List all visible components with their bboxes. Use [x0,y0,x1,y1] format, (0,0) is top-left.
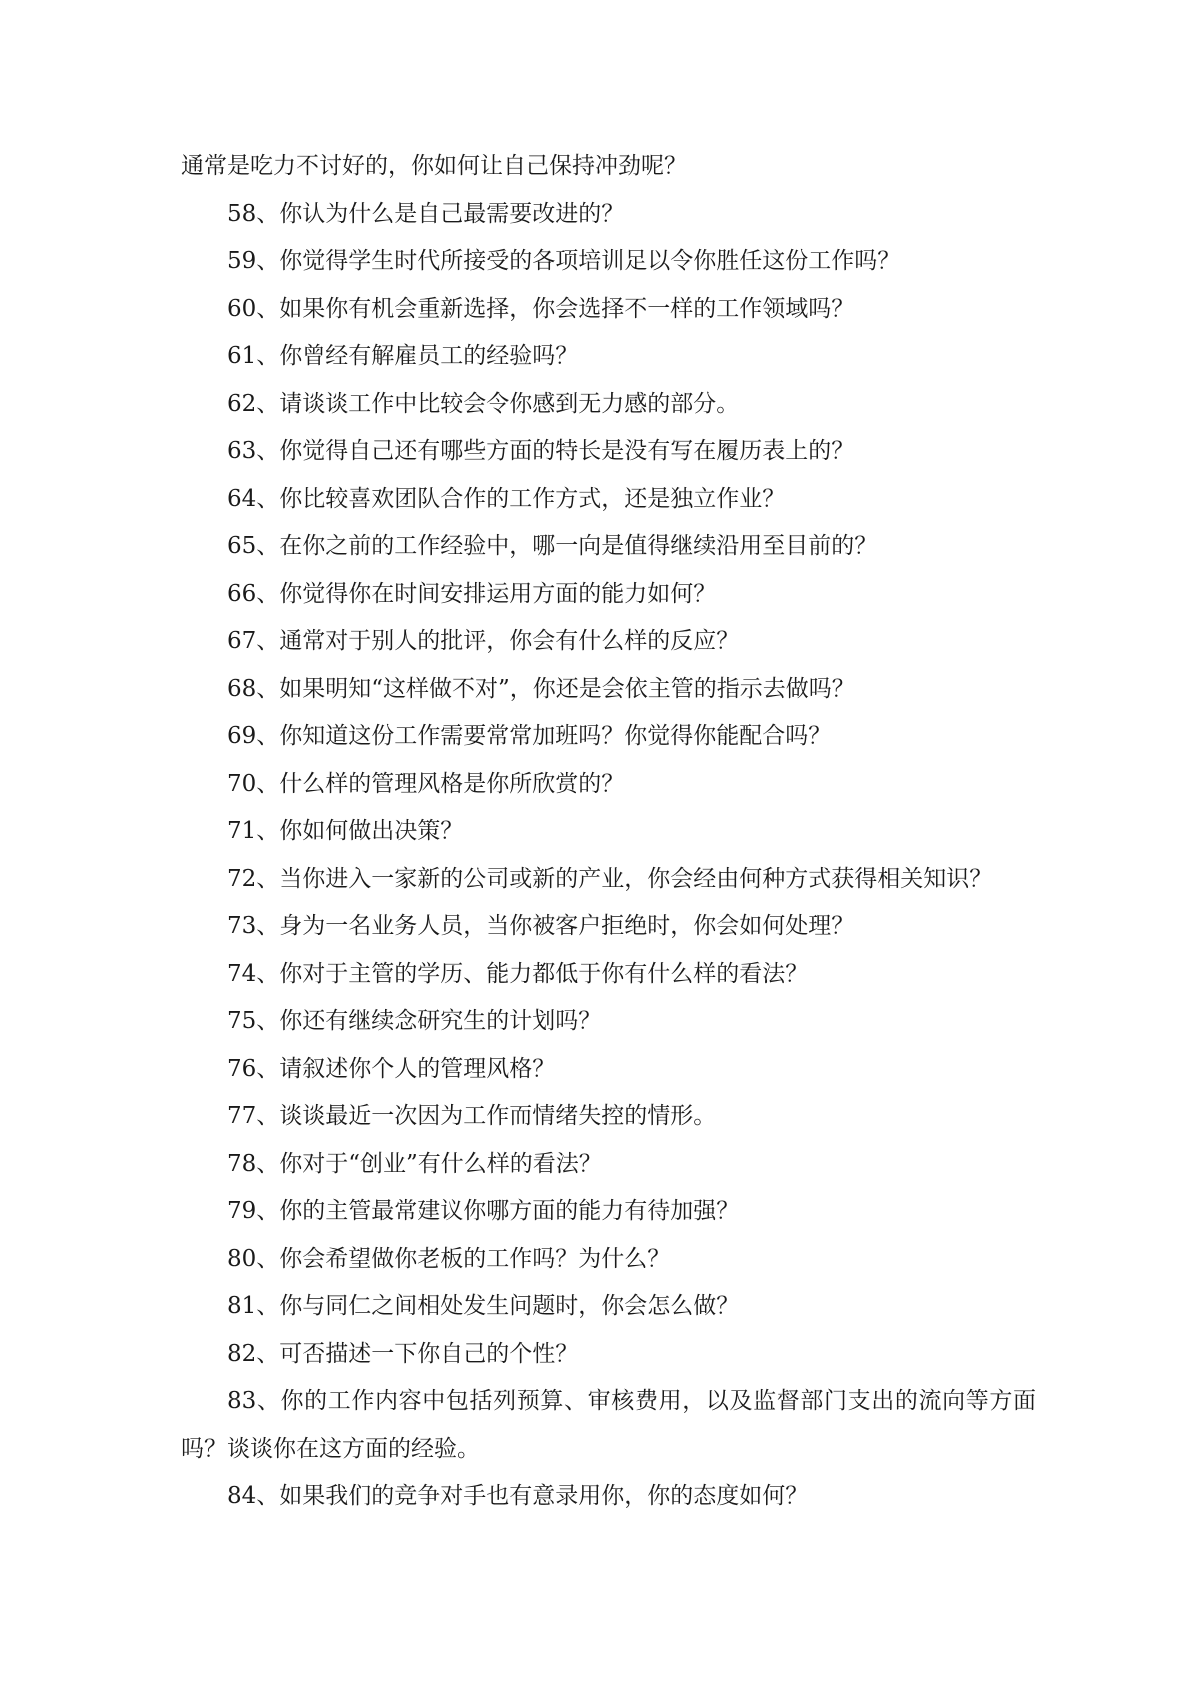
question-71: 71、你如何做出决策？ [227,818,464,844]
question-83: 83、你的工作内容中包括列预算、审核费用，以及监督部门支出的流向等方面吗？谈谈你在这方面的经验。 [181,1388,1036,1462]
question-72: 72、当你进入一家新的公司或新的产业，你会经由何种方式获得相关知识？ [227,865,993,892]
question-69: 69、你知道这份工作需要常常加班吗？你觉得你能配合吗？ [227,723,832,749]
question-70: 70、什么样的管理风格是你所欣赏的？ [227,770,625,797]
question-67: 67、通常对于别人的批评，你会有什么样的反应？ [227,628,740,654]
question-64: 64、你比较喜欢团队合作的工作方式，还是独立作业？ [227,485,786,512]
question-59: 59、你觉得学生时代所接受的各项培训足以令你胜任这份工作吗？ [227,248,901,274]
continuation-paragraph: 通常是吃力不讨好的，你如何让自己保持冲劲呢？ [181,153,687,179]
question-78: 78、你对于“创业”有什么样的看法？ [227,1150,602,1177]
question-73: 73、身为一名业务人员，当你被客户拒绝时，你会如何处理？ [227,913,855,939]
question-63: 63、你觉得自己还有哪些方面的特长是没有写在履历表上的？ [227,438,855,464]
question-68: 68、如果明知“这样做不对”，你还是会依主管的指示去做吗？ [227,675,855,702]
question-80: 80、你会希望做你老板的工作吗？为什么？ [227,1245,671,1272]
question-77: 77、谈谈最近一次因为工作而情绪失控的情形。 [227,1103,717,1129]
question-58: 58、你认为什么是自己最需要改进的？ [227,200,625,227]
question-60: 60、如果你有机会重新选择，你会选择不一样的工作领域吗？ [227,295,855,322]
question-74: 74、你对于主管的学历、能力都低于你有什么样的看法？ [227,960,809,987]
question-82: 82、可否描述一下你自己的个性？ [227,1340,579,1367]
question-79: 79、你的主管最常建议你哪方面的能力有待加强？ [227,1198,740,1224]
question-62: 62、请谈谈工作中比较会令你感到无力感的部分。 [227,390,740,417]
question-75: 75、你还有继续念研究生的计划吗？ [227,1008,602,1034]
question-61: 61、你曾经有解雇员工的经验吗？ [227,343,579,369]
question-66: 66、你觉得你在时间安排运用方面的能力如何？ [227,580,717,607]
question-76: 76、请叙述你个人的管理风格？ [227,1055,556,1082]
question-81: 81、你与同仁之间相处发生问题时，你会怎么做？ [227,1293,740,1319]
question-84: 84、如果我们的竞争对手也有意录用你，你的态度如何？ [227,1483,809,1509]
question-list [181,143,1036,1521]
question-65: 65、在你之前的工作经验中，哪一向是值得继续沿用至目前的？ [227,533,878,559]
